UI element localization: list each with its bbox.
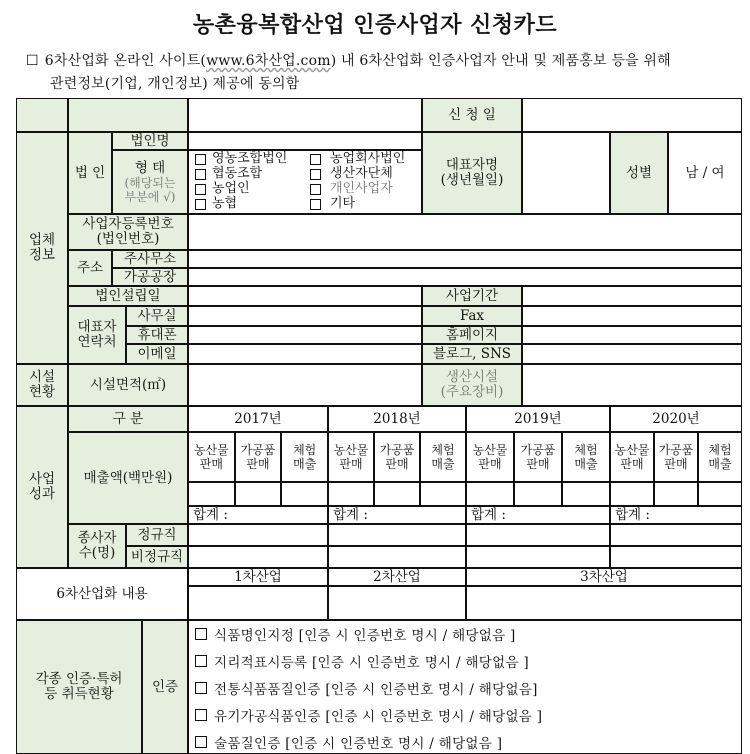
sales-total-field[interactable]: 합계 : [188,506,328,524]
regular-label: 정규직 [126,524,188,546]
sales-value-field[interactable] [374,482,420,506]
nonregular-count-field[interactable] [188,546,328,568]
sales-total-field[interactable]: 합계 : [466,506,610,524]
cert-item-label: 술품질인증 [인증 시 인증번호 명시 / 해당없음 ] [214,736,503,752]
form-title: 농촌융복합산업 인증사업자 신청카드 [192,13,558,38]
corp-label: 법 인 [68,132,112,214]
cert-checkbox[interactable] [195,655,207,667]
sales-col-header: 가공품 판매 [374,432,420,482]
sales-col-header: 농산물 판매 [188,432,235,482]
site-url: www.6차산업.com [206,53,331,69]
prod-facility-label: 생산시설 (주요장비) [422,364,522,406]
mobile-field[interactable] [188,326,422,344]
content-6-label: 6차산업화 내용 [16,568,188,620]
cert-item-label: 식품명인지정 [인증 시 인증번호 명시 / 해당없음 ] [214,628,516,644]
form-option-checkbox[interactable] [195,169,206,180]
consent-text-2: ) 내 6차산업화 인증사업자 안내 및 제품홍보 등을 위해 [330,53,671,69]
email-field[interactable] [188,344,422,364]
blank-header [68,98,188,132]
sales-value-field[interactable] [654,482,698,506]
cert-item-label: 전통식품품질인증 [인증 시 인증번호 명시 / 해당없음] [214,682,538,698]
nonregular-count-field[interactable] [610,546,742,568]
form-option-checkbox[interactable] [310,169,321,180]
form-option-checkbox[interactable] [195,199,206,210]
main-office-label: 주사무소 [112,250,188,268]
apply-date-label: 신 청 일 [422,98,522,132]
form-option-label: 협동조합 [212,166,263,181]
reg-no-field[interactable] [188,214,742,250]
cert-item-label: 유기가공식품인증 [인증 시 인증번호 명시 / 해당없음 ] [214,709,543,725]
year-header: 2017년 [188,406,328,432]
gender-label: 성별 [610,132,668,214]
year-header: 2018년 [328,406,466,432]
sales-value-field[interactable] [514,482,562,506]
factory-label: 가공공장 [112,268,188,286]
form-option-label: 농업인 [212,181,250,196]
sales-value-field[interactable] [281,482,328,506]
industry-content-field[interactable] [188,586,328,620]
sales-col-header: 농산물 판매 [610,432,654,482]
apply-date-field[interactable] [522,98,742,132]
sales-col-header: 체험 매출 [420,432,466,482]
form-option-checkbox[interactable] [310,199,321,210]
industry-header: 2차산업 [328,568,466,586]
email-label: 이메일 [126,344,188,364]
form-option-label: 농업회사법인 [330,151,406,166]
fax-field[interactable] [522,306,742,326]
sales-value-field[interactable] [188,482,235,506]
consent-statement [26,50,738,96]
fax-label: Fax [422,306,522,326]
rep-contact-label: 대표자 연락처 [68,306,126,364]
est-date-label: 법인설립일 [68,286,188,306]
homepage-field[interactable] [522,326,742,344]
sales-col-header: 농산물 판매 [466,432,514,482]
nonregular-count-field[interactable] [466,546,610,568]
mobile-label: 휴대폰 [126,326,188,344]
form-type-label: 형 태 [134,159,166,176]
form-option-checkbox[interactable] [195,154,206,165]
sales-col-header: 체험 매출 [562,432,610,482]
cert-item-label: 지리적표시등록 [인증 시 인증번호 명시 / 해당없음 ] [214,655,529,671]
sales-total-field[interactable]: 합계 : [610,506,742,524]
factory-field[interactable] [188,268,742,286]
consent-text-1: 6차산업화 온라인 사이트( [44,53,207,69]
form-option-checkbox[interactable] [195,184,206,195]
facility-area-label: 시설면적(㎡) [68,364,188,406]
form-hint: (해당되는 부분에 √) [124,175,176,204]
regular-count-field[interactable] [328,524,466,546]
sales-col-header: 가공품 판매 [235,432,282,482]
blank-header [16,98,68,132]
form-option-label: 기타 [330,196,356,211]
division-label: 구 분 [68,406,188,432]
biz-info-label: 업체 정보 [16,132,68,364]
address-label: 주소 [68,250,112,286]
main-office-field[interactable] [188,250,742,268]
corp-name-field[interactable] [188,132,422,150]
office-field[interactable] [188,306,422,326]
biz-period-field[interactable] [522,286,742,306]
sales-col-header: 가공품 판매 [514,432,562,482]
nonregular-label: 비정규직 [126,546,188,568]
industry-content-field[interactable] [466,586,742,620]
cert-checkbox[interactable] [195,682,207,694]
blog-field[interactable] [522,344,742,364]
consent-text-3: 관련정보(기업, 개인정보) 제공에 동의함 [50,76,300,92]
industry-content-field[interactable] [328,586,466,620]
sales-col-header: 체험 매출 [281,432,328,482]
biz-perf-label: 사업 성과 [16,406,68,568]
year-header: 2020년 [610,406,742,432]
form-option-label: 개인사업자 [330,181,393,196]
prod-facility-field[interactable] [522,364,742,406]
rep-name-field[interactable] [522,132,610,214]
employees-label: 종사자 수(명) [68,524,126,568]
regular-count-field[interactable] [466,524,610,546]
cert-checkbox[interactable] [195,628,207,640]
cert-label: 인증 [142,620,188,754]
biz-period-label: 사업기간 [422,286,522,306]
sales-value-field[interactable] [420,482,466,506]
gender-field[interactable]: 남 / 여 [668,132,742,214]
homepage-label: 홈페이지 [422,326,522,344]
sales-col-header: 농산물 판매 [328,432,374,482]
sales-col-header: 가공품 판매 [654,432,698,482]
cert-checkbox[interactable] [195,736,207,748]
est-date-field[interactable] [188,286,422,306]
sales-label: 매출액(백만원) [68,432,188,524]
cert-checkbox[interactable] [195,709,207,721]
form-option-label: 영농조합법인 [212,151,288,166]
form-option-checkbox[interactable] [310,154,321,165]
rep-name-label: 대표자명 (생년월일) [422,132,522,214]
sales-value-field[interactable] [698,482,742,506]
corp-name-label: 법인명 [112,132,188,150]
sales-value-field[interactable] [235,482,282,506]
blank-field[interactable] [188,98,422,132]
sales-col-header: 체험 매출 [698,432,742,482]
form-option-checkbox[interactable] [310,184,321,195]
sales-total-field[interactable]: 합계 : [328,506,466,524]
industry-header: 3차산업 [466,568,742,586]
year-header: 2019년 [466,406,610,432]
consent-checkbox[interactable]: ☐ [26,53,39,69]
regular-count-field[interactable] [610,524,742,546]
blog-label: 블로그, SNS [422,344,522,364]
nonregular-count-field[interactable] [328,546,466,568]
cert-status-label: 각종 인증·특허 등 취득현황 [16,620,142,754]
sales-value-field[interactable] [466,482,514,506]
office-label: 사무실 [126,306,188,326]
form-label [112,150,188,214]
regular-count-field[interactable] [188,524,328,546]
form-option-label: 생산자단체 [330,166,393,181]
facility-area-field[interactable] [188,364,422,406]
industry-header: 1차산업 [188,568,328,586]
facility-label: 시설 현황 [16,364,68,406]
reg-no-label: 사업자등록번호 (법인번호) [68,214,188,250]
sales-value-field[interactable] [328,482,374,506]
sales-value-field[interactable] [610,482,654,506]
form-option-label: 농협 [212,196,238,211]
sales-value-field[interactable] [562,482,610,506]
